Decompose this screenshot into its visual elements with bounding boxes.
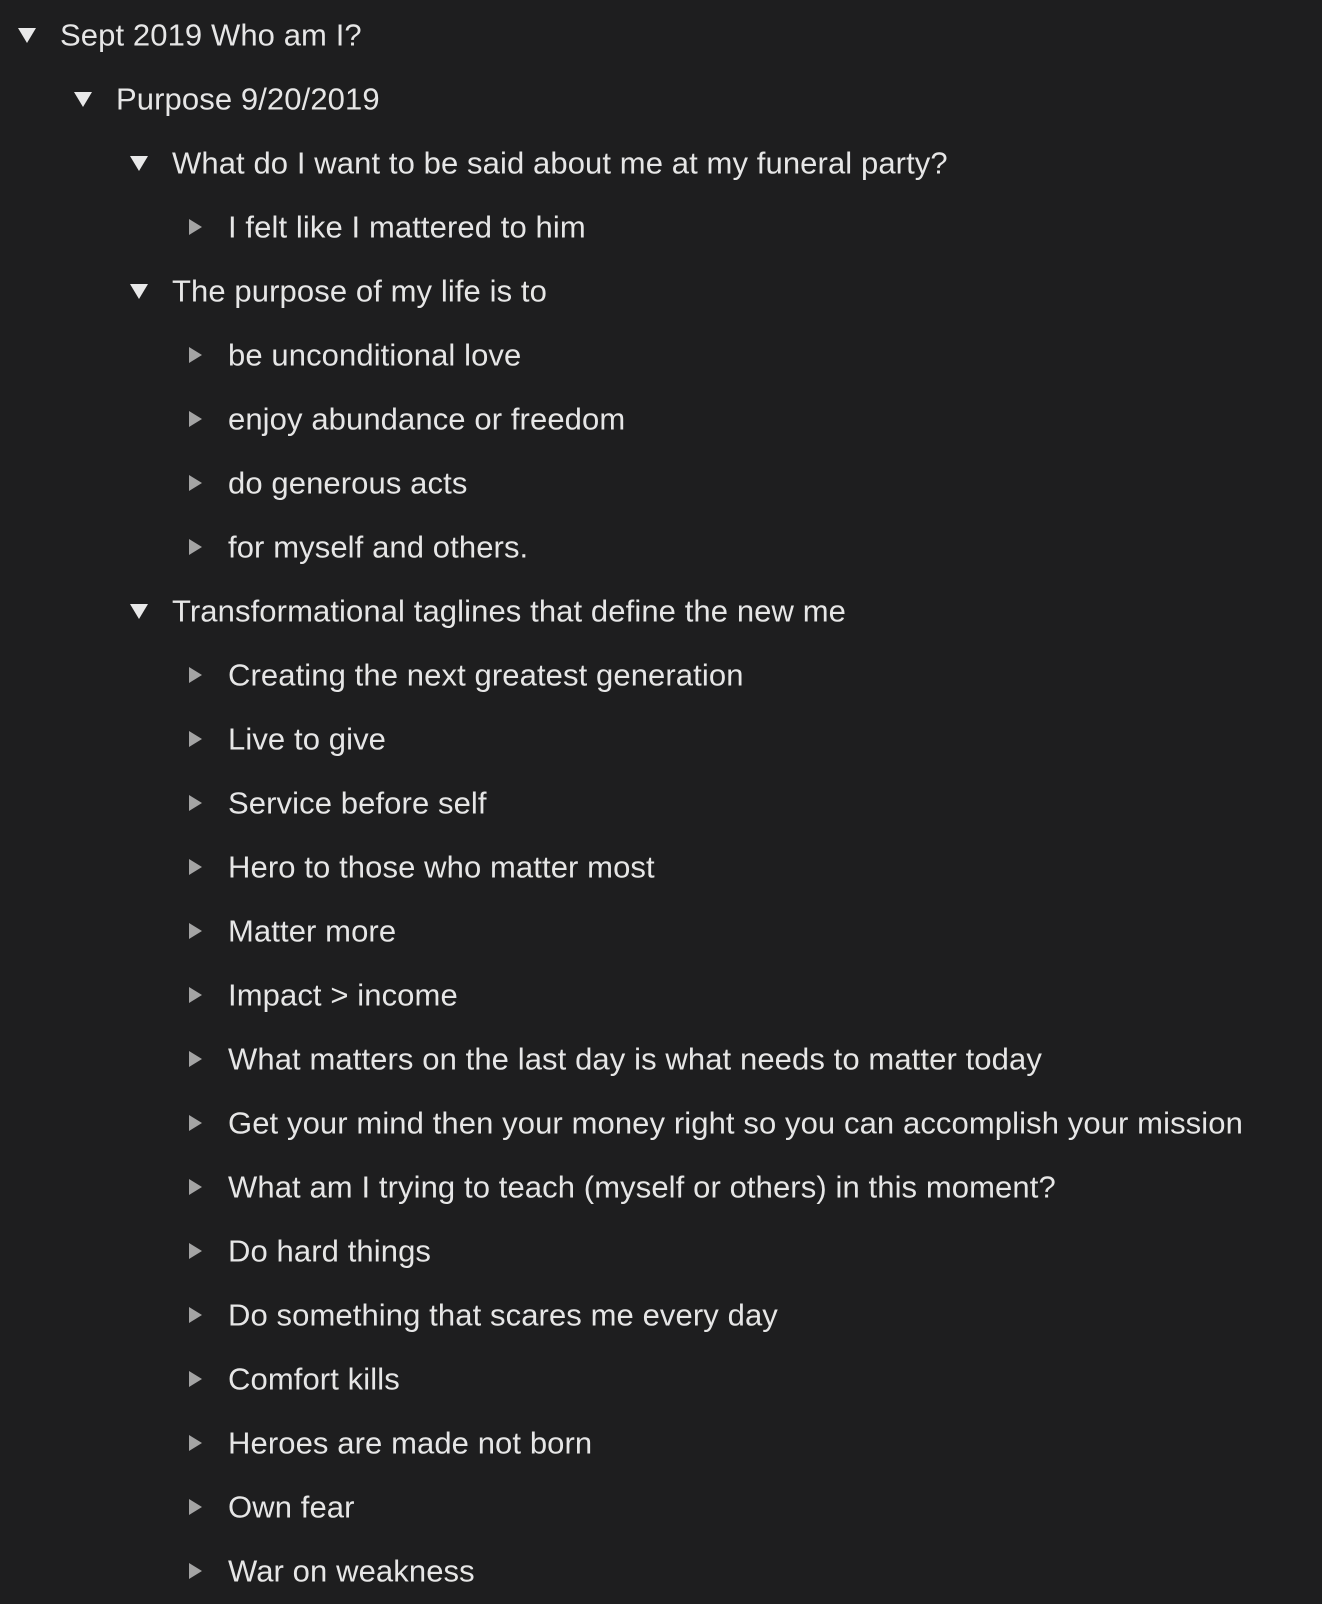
collapsed-triangle-icon[interactable] xyxy=(184,1112,206,1134)
outline-item-be-unconditional-love[interactable] xyxy=(0,323,1322,387)
outline-item-label: Purpose 9/20/2019 xyxy=(116,81,380,117)
outline-item-label: Comfort kills xyxy=(228,1361,400,1397)
outline-item-i-felt-like-i-mattered-to-him[interactable] xyxy=(0,195,1322,259)
outline-item-label: for myself and others. xyxy=(228,529,529,565)
outline-item-do-something-that-scares-me-every-day[interactable] xyxy=(0,1283,1322,1347)
outline-item-sept-2019-who-am-i[interactable] xyxy=(0,3,1322,67)
collapsed-triangle-icon[interactable] xyxy=(184,984,206,1006)
outline-item-purpose-9-20-2019[interactable] xyxy=(0,67,1322,131)
collapsed-triangle-icon[interactable] xyxy=(184,792,206,814)
outline-item-label: Heroes are made not born xyxy=(228,1425,593,1461)
outline-item-label: What am I trying to teach (myself or others) in this moment? xyxy=(228,1169,1056,1205)
outline-item-creating-the-next-greatest-generation[interactable] xyxy=(0,643,1322,707)
outline-item-label: Creating the next greatest generation xyxy=(228,657,744,693)
outline-item-enjoy-abundance-or-freedom[interactable] xyxy=(0,387,1322,451)
outline-item-label: Impact > income xyxy=(228,977,458,1013)
outline-item-for-myself-and-others[interactable] xyxy=(0,515,1322,579)
outline-item-transformational-taglines-that-define-the-new-me[interactable] xyxy=(0,579,1322,643)
expanded-triangle-icon[interactable] xyxy=(72,88,94,110)
collapsed-triangle-icon[interactable] xyxy=(184,1240,206,1262)
collapsed-triangle-icon[interactable] xyxy=(184,1432,206,1454)
outline-item-label: Transformational taglines that define the new me xyxy=(172,593,846,629)
outline-item-label: Live to give xyxy=(228,721,387,757)
expanded-triangle-icon[interactable] xyxy=(128,152,150,174)
outline-item-do-hard-things[interactable] xyxy=(0,1219,1322,1283)
outline-item-label: War on weakness xyxy=(228,1553,475,1589)
outline-item-label: enjoy abundance or freedom xyxy=(228,401,626,437)
collapsed-triangle-icon[interactable] xyxy=(184,728,206,750)
outline-item-matter-more[interactable] xyxy=(0,899,1322,963)
outline-item-do-generous-acts[interactable] xyxy=(0,451,1322,515)
outline-item-label: The purpose of my life is to xyxy=(172,273,547,309)
collapsed-triangle-icon[interactable] xyxy=(184,1304,206,1326)
expanded-triangle-icon[interactable] xyxy=(128,600,150,622)
outline-item-what-do-i-want-to-be-said-about-me-at-my-funeral[interactable] xyxy=(0,131,1322,195)
outline-item-label: Matter more xyxy=(228,913,397,949)
collapsed-triangle-icon[interactable] xyxy=(184,344,206,366)
expanded-triangle-icon[interactable] xyxy=(16,24,38,46)
outline-item-label: What matters on the last day is what needs to matter today xyxy=(228,1041,1042,1077)
collapsed-triangle-icon[interactable] xyxy=(184,856,206,878)
collapsed-triangle-icon[interactable] xyxy=(184,1176,206,1198)
outline-item-live-to-give[interactable] xyxy=(0,707,1322,771)
outline-item-what-matters-on-the-last-day-is-what-needs-to-ma[interactable] xyxy=(0,1027,1322,1091)
collapsed-triangle-icon[interactable] xyxy=(184,664,206,686)
outline-item-label: Sept 2019 Who am I? xyxy=(60,17,362,53)
collapsed-triangle-icon[interactable] xyxy=(184,1368,206,1390)
outline-item-impact-income[interactable] xyxy=(0,963,1322,1027)
collapsed-triangle-icon[interactable] xyxy=(184,1560,206,1582)
outline-item-the-purpose-of-my-life-is-to[interactable] xyxy=(0,259,1322,323)
collapsed-triangle-icon[interactable] xyxy=(184,920,206,942)
outline-item-label: Do something that scares me every day xyxy=(228,1297,778,1333)
outline-item-comfort-kills[interactable] xyxy=(0,1347,1322,1411)
outline-item-service-before-self[interactable] xyxy=(0,771,1322,835)
collapsed-triangle-icon[interactable] xyxy=(184,472,206,494)
outline-item-label: Own fear xyxy=(228,1489,355,1525)
outline-item-own-fear[interactable] xyxy=(0,1475,1322,1539)
outline-item-label: Get your mind then your money right so you can accomplish your mission xyxy=(228,1105,1243,1141)
collapsed-triangle-icon[interactable] xyxy=(184,216,206,238)
outline-item-heroes-are-made-not-born[interactable] xyxy=(0,1411,1322,1475)
outline-tree xyxy=(0,3,1322,1603)
outline-item-label: be unconditional love xyxy=(228,337,522,373)
outline-item-hero-to-those-who-matter-most[interactable] xyxy=(0,835,1322,899)
collapsed-triangle-icon[interactable] xyxy=(184,536,206,558)
outline-item-label: What do I want to be said about me at my funeral party? xyxy=(172,145,948,181)
outline-item-war-on-weakness[interactable] xyxy=(0,1539,1322,1603)
collapsed-triangle-icon[interactable] xyxy=(184,1496,206,1518)
outline-item-what-am-i-trying-to-teach-myself-or-others-in-th[interactable] xyxy=(0,1155,1322,1219)
outline-item-label: Hero to those who matter most xyxy=(228,849,655,885)
expanded-triangle-icon[interactable] xyxy=(128,280,150,302)
outline-item-label: Do hard things xyxy=(228,1233,432,1269)
collapsed-triangle-icon[interactable] xyxy=(184,408,206,430)
outline-item-label: I felt like I mattered to him xyxy=(228,209,586,245)
outline-item-label: Service before self xyxy=(228,785,487,821)
outline-item-label: do generous acts xyxy=(228,465,468,501)
collapsed-triangle-icon[interactable] xyxy=(184,1048,206,1070)
outline-item-get-your-mind-then-your-money-right-so-you-can-a[interactable] xyxy=(0,1091,1322,1155)
